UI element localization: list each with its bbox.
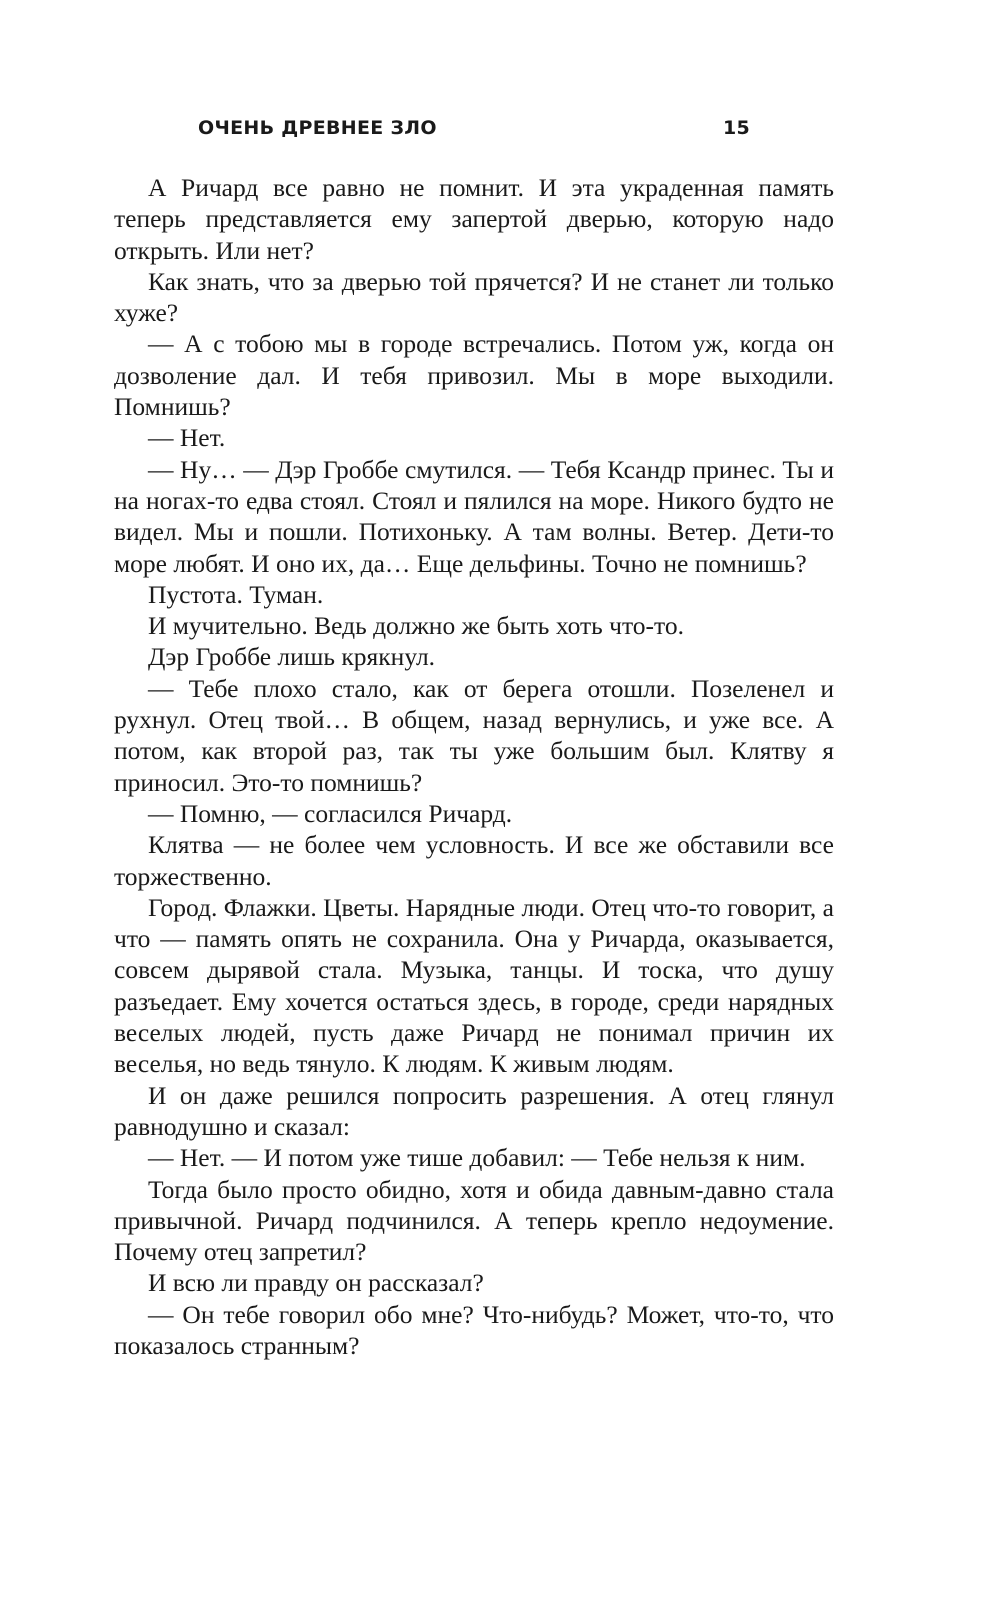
paragraph: — Ну… — Дэр Гроббе смутился. — Тебя Ксандр принес. Ты и на ногах-то едва стоял. Стоял и пялился на море. Никого будто не видел. Мы и пошли. Потихоньку. А там волны. Ветер. Дети-то море любят. И оно их, да… Еще дельфины. Точно не помнишь? [114, 454, 834, 578]
paragraph: Город. Флажки. Цветы. Нарядные люди. Отец что-то говорит, а что — память опять не сохранила. Она у Ричарда, оказывается, совсем дырявой стала. Музыка, танцы. И тоска, что душу разъедает. Ему хочется остаться здесь, в городе, среди нарядных веселых людей, пусть даже Ричард не понимал причин их веселья, но ведь тянуло. К людям. К живым людям. [114, 892, 834, 1079]
paragraph: Пустота. Туман. [148, 579, 324, 609]
paragraph: — Нет. — И потом уже тише добавил: — Тебе нельзя к ним. [148, 1143, 806, 1173]
paragraph: — Нет. [148, 423, 226, 453]
body-text [114, 172, 834, 1361]
paragraph: И всю ли правду он рассказал? [148, 1268, 484, 1298]
paragraph: — А с тобою мы в городе встречались. Потом уж, когда он дозволение дал. И тебя привозил. Мы в море выходили. Помнишь? [114, 329, 834, 422]
paragraph: Клятва — не более чем условность. И все же обставили все торжественно. [114, 830, 834, 891]
paragraph: И мучительно. Ведь должно же быть хоть что-то. [148, 611, 684, 641]
paragraph: Тогда было просто обидно, хотя и обида давным-давно стала привычной. Ричард подчинился. А теперь крепло недоумение. Почему отец запретил? [114, 1174, 834, 1267]
page-number: 15 [722, 117, 750, 139]
paragraph: Как знать, что за дверью той прячется? И не станет ли только хуже? [114, 266, 834, 328]
paragraph: — Помню, — согласился Ричард. [148, 798, 513, 828]
paragraph: А Ричард все равно не помнит. И эта украденная память теперь представляется ему запертой дверью, которую надо открыть. Или нет? [114, 173, 834, 265]
paragraph: И он даже решился попросить разрешения. А отец глянул равнодушно и сказал: [114, 1080, 834, 1141]
running-title: ОЧЕНЬ ДРЕВНЕЕ ЗЛО [198, 117, 437, 139]
paragraph: — Тебе плохо стало, как от берега отошли. Позеленел и рухнул. Отец твой… В общем, назад вернулись, и уже все. А потом, как второй раз, так ты уже большим был. Клятву я приносил. Это-то помнишь? [114, 673, 834, 797]
running-head [146, 117, 750, 147]
paragraph: — Он тебе говорил обо мне? Что-нибудь? Может, что-то, что показалось странным? [114, 1299, 834, 1360]
paragraph: Дэр Гроббе лишь крякнул. [148, 642, 436, 672]
